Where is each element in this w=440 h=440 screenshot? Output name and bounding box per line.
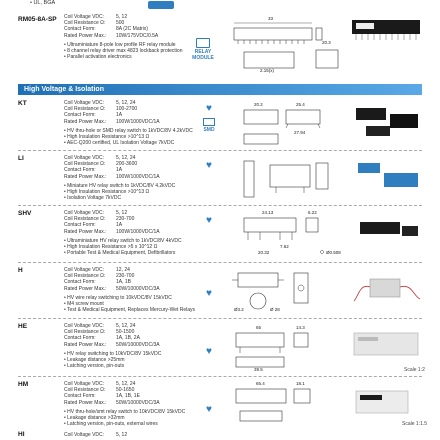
li-photo bbox=[352, 157, 422, 197]
bullet-3: • AEC-Q200 certified, UL Isolation Voltage 7kVDC bbox=[64, 140, 175, 147]
kt-drawing bbox=[230, 100, 350, 150]
dim-hm-b: 18.1 bbox=[296, 381, 305, 386]
spec-table bbox=[64, 381, 160, 406]
val-voltage: 5, 12, 24 bbox=[116, 100, 136, 106]
product-hi bbox=[0, 430, 440, 440]
bullet-list bbox=[64, 409, 185, 428]
dim-he-c: 39.5 bbox=[254, 367, 263, 372]
h-photo bbox=[352, 269, 422, 309]
h-drawing bbox=[230, 267, 350, 317]
dim-he-a: 65 bbox=[256, 325, 262, 330]
bullet-1: • Ultraminiature HV relay switch to 1kVDC/8V 4kVDC bbox=[64, 238, 182, 244]
bullet-2: • High Insulation Resistance >5 x 10^12 Ω bbox=[64, 244, 158, 251]
key-contact: Contact Form: bbox=[64, 112, 96, 119]
key-power: Rated Power Max.: bbox=[64, 173, 107, 180]
val-resistance: 50-1500 bbox=[116, 329, 135, 336]
key-resistance: Coil Resistance Ω: bbox=[64, 329, 106, 336]
key-contact: Contact Form: bbox=[64, 26, 96, 33]
dim-shv-b: 6.22 bbox=[308, 210, 317, 215]
val-voltage: 5, 12 bbox=[116, 432, 128, 438]
val-power: 10W/175VDC/0.5A bbox=[116, 32, 159, 39]
key-contact: Contact Form: bbox=[64, 167, 96, 174]
product-kt bbox=[0, 98, 440, 150]
key-power: Rated Power Max.: bbox=[64, 118, 107, 125]
val-power: 50W/10000VDC/3A bbox=[116, 341, 160, 348]
spec-table bbox=[64, 210, 160, 235]
val-contact: 1A bbox=[116, 112, 123, 119]
val-resistance: 230-700 bbox=[116, 273, 135, 280]
val-resistance: 50-1650 bbox=[116, 387, 135, 394]
key-contact: Contact Form: bbox=[64, 222, 96, 229]
medical-heart-icon: ♥ bbox=[206, 346, 212, 357]
key-power: Rated Power Max.: bbox=[64, 341, 107, 348]
val-voltage: 5, 12, 24 bbox=[116, 323, 136, 329]
key-resistance: Coil Resistance Ω: bbox=[64, 273, 106, 280]
key-voltage: Coil Voltage VDC: bbox=[64, 100, 105, 106]
spec-table bbox=[64, 267, 160, 292]
dim-hm-a: 65.4 bbox=[256, 381, 265, 386]
val-voltage: 5, 12 bbox=[116, 14, 128, 20]
key-resistance: Coil Resistance Ω: bbox=[64, 20, 106, 27]
key-resistance: Coil Resistance Ω: bbox=[64, 216, 106, 223]
key-voltage: Coil Voltage VDC: bbox=[64, 210, 105, 216]
dim-he-b: 14.3 bbox=[296, 325, 305, 330]
dim-h-b: Ø 28 bbox=[270, 307, 280, 312]
key-resistance: Coil Resistance Ω: bbox=[64, 161, 106, 168]
medical-heart-icon: ♥ bbox=[206, 215, 212, 226]
dim-shv-d: 20.32 bbox=[258, 250, 270, 255]
medical-heart-icon: ♥ bbox=[206, 103, 212, 114]
key-power: Rated Power Max.: bbox=[64, 228, 107, 235]
val-contact: 1A, 1B bbox=[116, 279, 132, 286]
shv-drawing bbox=[230, 210, 350, 260]
val-power: 100W/1000VDC/1A bbox=[116, 173, 160, 180]
bullet-2: • M4 screw mount bbox=[64, 301, 104, 308]
bullet-3: • Isolation Voltage 7kVDC bbox=[64, 195, 122, 202]
dim-rm-c: 2.15(x) bbox=[260, 68, 275, 73]
section-title: High Voltage & Isolation bbox=[24, 86, 104, 93]
val-power: 100W/1000VDC/1A bbox=[116, 118, 160, 125]
val-voltage: 5, 12, 24 bbox=[116, 381, 136, 387]
product-code: KT bbox=[18, 100, 27, 107]
val-power: 100W/1000VDC/1A bbox=[116, 228, 160, 235]
bullet-3: • Parallel activation electronics bbox=[64, 54, 132, 61]
bullet-list bbox=[64, 42, 182, 61]
key-voltage: Coil Voltage VDC: bbox=[64, 432, 105, 438]
he-photo bbox=[350, 325, 422, 365]
product-code: LI bbox=[18, 155, 24, 162]
product-rm05 bbox=[0, 12, 440, 78]
bullet-list bbox=[64, 183, 175, 202]
product-code-text: RM05-8A-SP bbox=[18, 16, 57, 23]
key-contact: Contact Form: bbox=[64, 335, 96, 342]
shv-photo bbox=[352, 212, 422, 252]
dim-shv-e: Ø0.508 bbox=[326, 250, 341, 255]
bullet-3: • Latching version, pin-outs, external wires bbox=[64, 421, 158, 428]
bullet-3: • Portable Test & Medical Equipment, Defibrillators bbox=[64, 250, 176, 257]
product-code: H bbox=[18, 267, 23, 274]
product-code: SHV bbox=[18, 210, 32, 217]
key-voltage: Coil Voltage VDC: bbox=[64, 14, 105, 20]
val-voltage: 5, 12, 24 bbox=[116, 155, 136, 161]
key-power: Rated Power Max.: bbox=[64, 399, 107, 406]
bullet-list bbox=[64, 238, 182, 257]
product-code bbox=[18, 16, 58, 24]
scale-label: Scale 1:1.5 bbox=[402, 421, 428, 427]
product-li bbox=[0, 153, 440, 203]
val-resistance: 200-3600 bbox=[116, 161, 138, 168]
li-drawing bbox=[230, 155, 350, 201]
key-voltage: Coil Voltage VDC: bbox=[64, 155, 105, 161]
val-contact: 1A, 1B, 2A bbox=[116, 335, 140, 342]
dim-kt-c: 27.94 bbox=[294, 130, 306, 135]
hm-photo bbox=[350, 383, 422, 421]
product-code: HE bbox=[18, 323, 28, 330]
bullet-1: • Ultraminiature 8-pole low profile RF relay module bbox=[64, 42, 176, 48]
bullet-1: • HV thru-hole/smt relay switch to 10kVDC/8V 15kVDC bbox=[64, 409, 186, 415]
rm-drawing bbox=[224, 16, 344, 76]
val-voltage: 5, 12 bbox=[116, 210, 128, 216]
product-code: HM bbox=[18, 381, 29, 388]
val-power: 50W/10000VDC/3A bbox=[116, 285, 160, 292]
kt-photo bbox=[352, 102, 422, 142]
val-contact: 1A, 1B, 1E bbox=[116, 393, 140, 400]
bullet-2: • Leakage distance >32mm bbox=[64, 415, 125, 422]
spec-table bbox=[64, 100, 160, 125]
bullet-2: • Leakage distance >25mm bbox=[64, 357, 125, 364]
smd-tag bbox=[196, 118, 222, 133]
spec-table bbox=[64, 432, 127, 438]
relay-module-label: RELAY MODULE bbox=[192, 49, 214, 61]
bullet-1: • HV thru-hole or SMD relay switch to 1kVDC/8V 4.2kVDC bbox=[64, 128, 193, 134]
bullet-2: • High Insulation Resistance >10^13 Ω bbox=[64, 134, 150, 141]
key-resistance: Coil Resistance Ω: bbox=[64, 387, 106, 394]
product-shv bbox=[0, 208, 440, 260]
top-strip bbox=[0, 0, 440, 12]
dim-shv-c: 7.62 bbox=[280, 244, 289, 249]
bullet-3: • Latching version, pin-outs bbox=[64, 363, 125, 370]
smd-label: SMD bbox=[203, 127, 215, 133]
medical-heart-icon: ♥ bbox=[206, 288, 212, 299]
dim-rm-b: 20.3 bbox=[322, 40, 331, 45]
bullet-1: • HV wire relay switching to 10kVDC/8V 15kVDC bbox=[64, 295, 172, 301]
spec-table bbox=[64, 14, 158, 39]
key-resistance: Coil Resistance Ω: bbox=[64, 106, 106, 113]
bullet-1: • HV relay switching to 10kVDC/8V 15kVDC bbox=[64, 351, 162, 357]
val-resistance: 100-2700 bbox=[116, 106, 138, 113]
product-he bbox=[0, 321, 440, 375]
rm-photo bbox=[350, 18, 422, 42]
ul-logo-icon bbox=[148, 1, 174, 9]
divider bbox=[18, 376, 422, 377]
module-icon bbox=[196, 38, 210, 48]
val-contact: 1A bbox=[116, 167, 123, 174]
key-power: Rated Power Max.: bbox=[64, 285, 107, 292]
bullet-list bbox=[64, 128, 193, 147]
product-hm bbox=[0, 379, 440, 429]
ul-bga-bullet: • UL, BGA bbox=[30, 0, 56, 6]
relay-module-tag bbox=[188, 38, 218, 61]
smd-chip-icon bbox=[203, 118, 215, 126]
val-contact: 1A bbox=[116, 222, 123, 229]
divider bbox=[18, 205, 422, 206]
dim-rm-a: 33 bbox=[268, 16, 274, 21]
spec-table bbox=[64, 323, 160, 348]
bullet-2: • High Insulation Resistance >10^13 Ω bbox=[64, 189, 150, 196]
val-voltage: 12, 24 bbox=[116, 267, 130, 273]
val-contact: 8A (2C Matrix) bbox=[116, 26, 148, 33]
dim-kt-b: 25.4 bbox=[296, 102, 305, 107]
dim-kt-a: 20.2 bbox=[254, 102, 263, 107]
bullet-list bbox=[64, 351, 161, 370]
section-header bbox=[18, 84, 422, 95]
hm-drawing bbox=[230, 381, 350, 427]
bullet-2: • 8 channel relay driver max 4823 lockback protection bbox=[64, 48, 183, 55]
bullet-1: • Miniature HV relay switch to 1kVDC/8V 4.2kVDC bbox=[64, 183, 176, 189]
scale-label: Scale 1:2 bbox=[404, 367, 425, 373]
key-voltage: Coil Voltage VDC: bbox=[64, 381, 105, 387]
bullet-3: • Test & Medical Equipment, Replaces Mercury-Wet Relays bbox=[64, 307, 196, 314]
divider bbox=[18, 150, 422, 151]
medical-heart-icon: ♥ bbox=[206, 404, 212, 415]
dim-h-a: Ø3.2 bbox=[234, 307, 244, 312]
divider bbox=[18, 318, 422, 319]
key-power: Rated Power Max.: bbox=[64, 32, 107, 39]
spec-table bbox=[64, 155, 160, 180]
val-power: 50W/10000VDC/3A bbox=[116, 399, 160, 406]
he-drawing bbox=[230, 323, 350, 373]
product-h bbox=[0, 265, 440, 317]
medical-heart-icon: ♥ bbox=[206, 160, 212, 171]
bullet-list bbox=[64, 295, 195, 314]
key-voltage: Coil Voltage VDC: bbox=[64, 323, 105, 329]
rm-dimension-drawing bbox=[224, 16, 344, 76]
key-voltage: Coil Voltage VDC: bbox=[64, 267, 105, 273]
dim-shv-a: 24.13 bbox=[262, 210, 274, 215]
key-contact: Contact Form: bbox=[64, 279, 96, 286]
val-resistance: 500 bbox=[116, 20, 125, 27]
product-code: HI bbox=[18, 431, 25, 438]
key-contact: Contact Form: bbox=[64, 393, 96, 400]
divider bbox=[18, 262, 422, 263]
val-resistance: 230-700 bbox=[116, 216, 135, 223]
